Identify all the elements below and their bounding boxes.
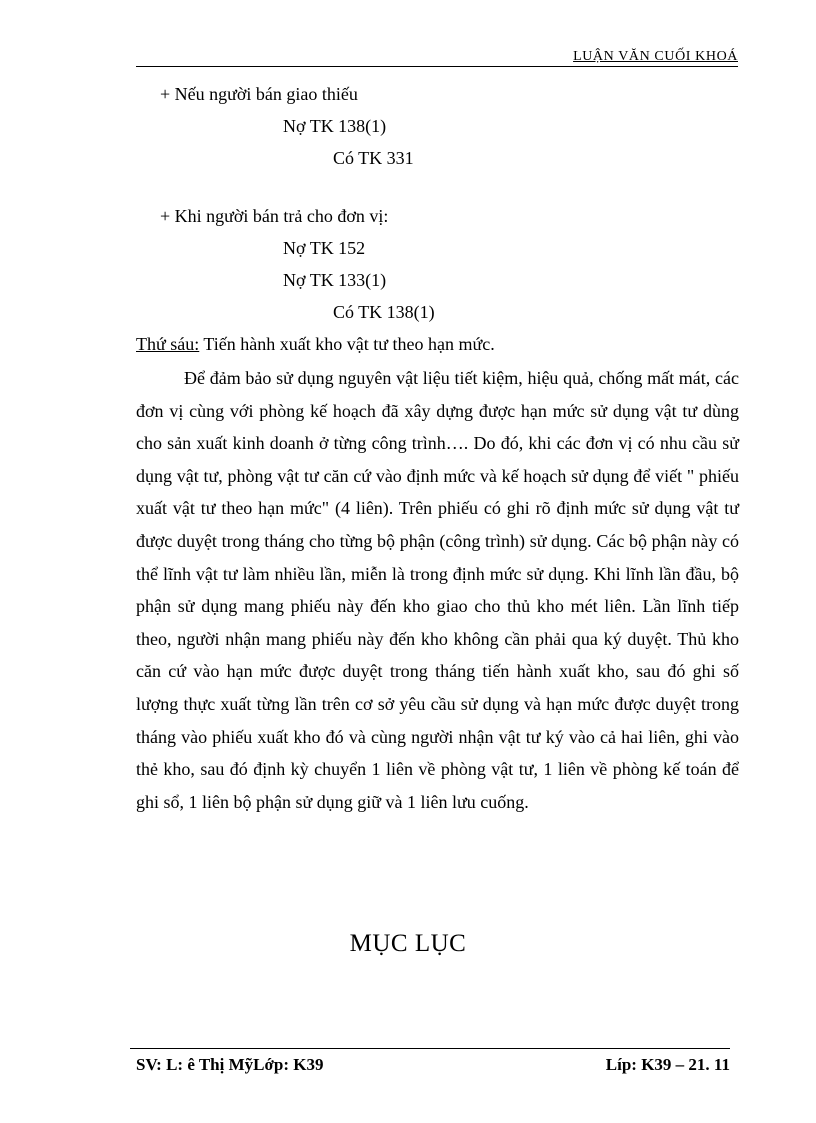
body-paragraph: Để đảm bảo sử dụng nguyên vật liệu tiết kiệm, hiệu quả, chống mất mát, các đơn vị cùng với phòng kế hoạch đã xây dựng được hạn mức sử dụng vật tư dùng cho sản xuất kinh doanh ở từng công trình…. Do đó, khi các đơn vị có nhu cầu sử dụng vật tư, phòng vật tư căn cứ vào định mức và kế hoạch sử dụng để viết " phiếu xuất vật tư theo hạn mức" (4 liên). Trên phiếu có ghi rõ định mức sử dụng vật tư được duyệt trong tháng cho từng bộ phận (công trình) sử dụng. Các bộ phận này có thể lĩnh vật tư làm nhiều lần, miễn là trong định mức sử dụng. Khi lĩnh lần đầu, bộ phận sử dụng mang phiếu này đến kho giao cho thủ kho mét liên. Lần lĩnh tiếp theo, người nhận mang phiếu này đến kho không cần phải qua ký duyệt. Thủ kho căn cứ vào hạn mức được duyệt trong tháng tiến hành xuất kho, sau đó ghi số lượng thực xuất từng lần trên cơ sở yêu cầu sử dụng và hạn mức được duyệt trong tháng vào phiếu xuất kho đó và cùng người nhận vật tư ký vào cả hai liên, ghi vào thẻ kho, sau đó định kỳ chuyển 1 liên về phòng vật tư, 1 liên về phòng kế toán để ghi sổ, 1 liên bộ phận sử dụng giữ và 1 liên lưu cuống.: [136, 368, 739, 812]
footer-class: Líp: K39 – 21. 11: [605, 1055, 730, 1074]
toc-title: MỤC LỤC: [349, 930, 467, 957]
footer-rule: [130, 1048, 730, 1049]
credit-line: Có TK 331: [333, 148, 414, 168]
entry-note: + Nếu người bán giao thiếu: [160, 84, 358, 104]
footer-student: SV: L: ê Thị MỹLớp: K39: [136, 1055, 324, 1074]
section-label: Thứ sáu:: [136, 334, 200, 354]
debit-line: Nợ TK 138(1): [283, 116, 387, 136]
header-rule: [136, 66, 738, 67]
debit-line: Nợ TK 133(1): [283, 270, 387, 290]
section-heading: [136, 333, 495, 355]
debit-line: Nợ TK 152: [283, 238, 366, 258]
section-title: Tiến hành xuất kho vật tư theo hạn mức.: [199, 334, 495, 354]
credit-line: Có TK 138(1): [333, 302, 435, 322]
running-header-title: LUẬN VĂN CUỐI KHOÁ: [573, 49, 738, 64]
entry-note: + Khi người bán trả cho đơn vị:: [160, 206, 389, 226]
